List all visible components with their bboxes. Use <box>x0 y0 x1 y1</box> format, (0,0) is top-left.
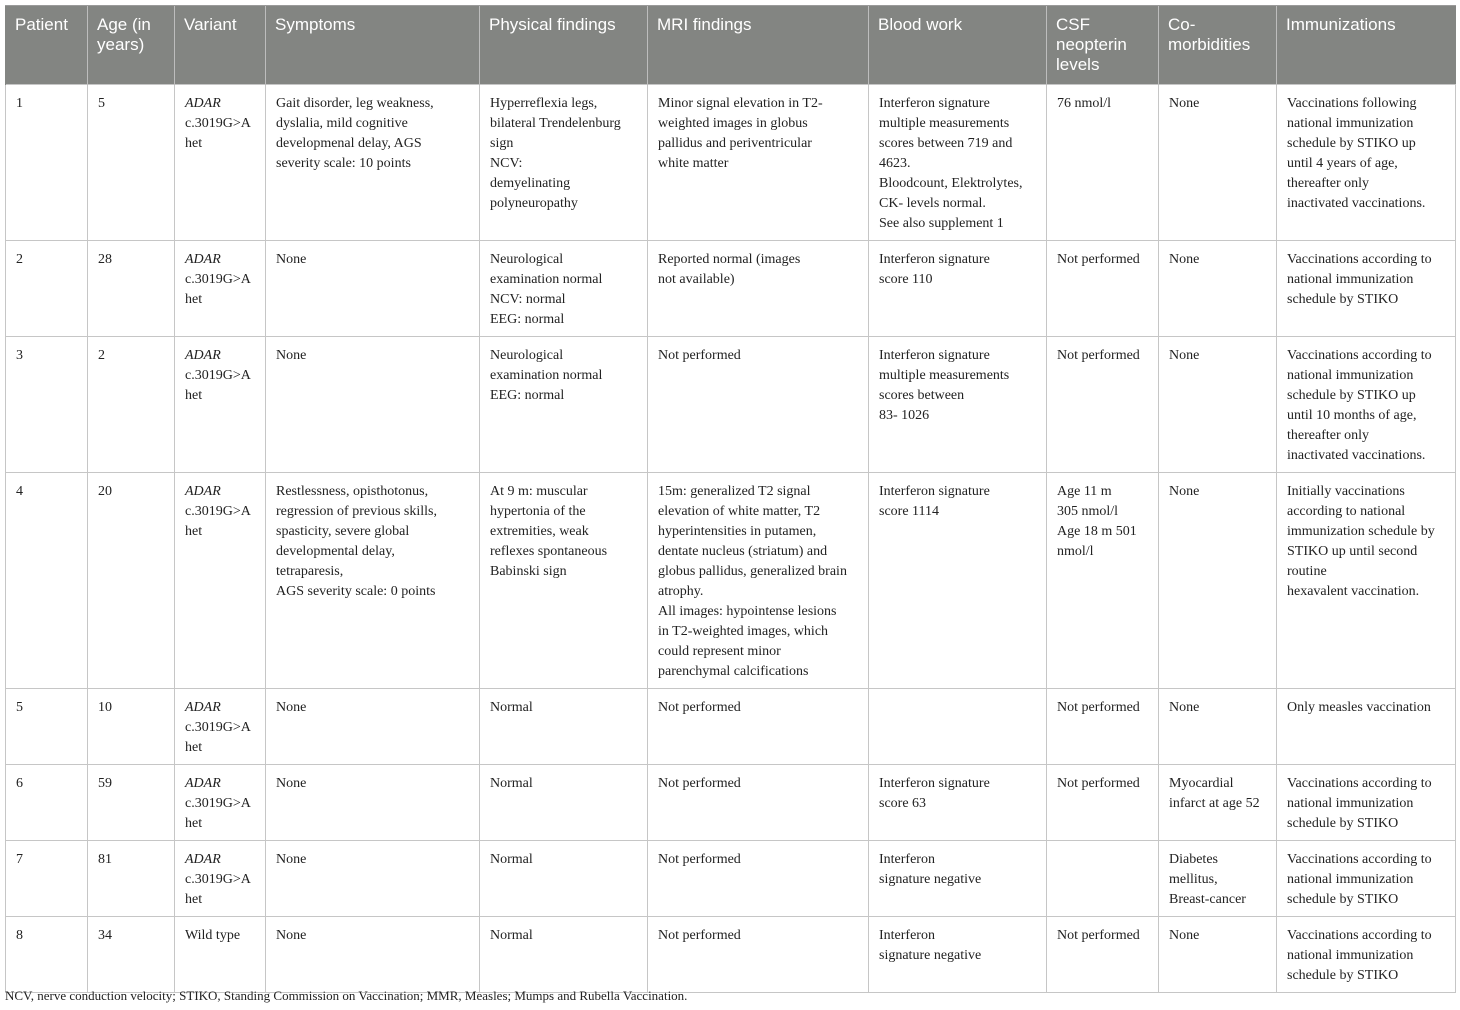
cell-mri <box>648 85 869 241</box>
cell-line: het <box>185 292 203 307</box>
cell-line: Not performed <box>658 700 741 715</box>
cell-mri <box>648 841 869 917</box>
cell-line: schedule by STIKO up <box>1287 136 1416 151</box>
cell-line: Hyperreflexia legs, <box>490 96 598 111</box>
cell-line: hypertonia of the <box>490 504 586 519</box>
cell-variant <box>175 85 266 241</box>
cell-line: immunization schedule by <box>1287 524 1435 539</box>
cell-mri <box>648 689 869 765</box>
cell-value: 1 <box>16 96 23 111</box>
cell-patient <box>6 765 88 841</box>
cell-physical <box>480 841 648 917</box>
cell-line: Vaccinations according to <box>1287 852 1432 867</box>
cell-symptoms <box>266 473 480 689</box>
cell-line: Normal <box>490 852 533 867</box>
cell-patient <box>6 473 88 689</box>
cell-line: Restlessness, opisthotonus, <box>276 484 429 499</box>
cell-immun <box>1277 241 1456 337</box>
header-blood-work: Blood work <box>869 6 1047 85</box>
cell-line: ADAR <box>185 252 221 267</box>
cell-physical <box>480 85 648 241</box>
cell-line: ADAR <box>185 852 221 867</box>
table-row <box>6 337 1456 473</box>
cell-line: developmenal delay, AGS <box>276 136 422 151</box>
cell-line: Interferon signature <box>879 96 990 111</box>
cell-patient <box>6 337 88 473</box>
cell-line: Neurological <box>490 348 564 363</box>
cell-patient <box>6 85 88 241</box>
cell-line: national immunization <box>1287 872 1414 887</box>
table-row <box>6 917 1456 993</box>
cell-line: Vaccinations according to <box>1287 776 1432 791</box>
cell-value: 2 <box>98 348 105 363</box>
cell-age <box>88 337 175 473</box>
cell-immun <box>1277 689 1456 765</box>
cell-line: Minor signal elevation in T2- <box>658 96 823 111</box>
cell-line: reflexes spontaneous <box>490 544 608 559</box>
cell-line: national immunization <box>1287 116 1414 131</box>
cell-line: inactivated vaccinations. <box>1287 196 1426 211</box>
cell-line: None <box>276 348 307 363</box>
cell-line: until 4 years of age, <box>1287 156 1398 171</box>
cell-line: c.3019G>A <box>185 872 251 887</box>
cell-line: Age 18 m 501 <box>1057 524 1137 539</box>
cell-line: elevation of white matter, T2 <box>658 504 821 519</box>
cell-line: Interferon signature <box>879 252 990 267</box>
cell-line: schedule by STIKO <box>1287 816 1399 831</box>
cell-csf <box>1047 473 1159 689</box>
cell-line: 83- 1026 <box>879 408 930 423</box>
cell-line: thereafter only <box>1287 176 1370 191</box>
cell-csf <box>1047 689 1159 765</box>
cell-line: white matter <box>658 156 729 171</box>
header-mri-findings: MRI findings <box>648 6 869 85</box>
cell-line: None <box>1169 348 1200 363</box>
cell-line: c.3019G>A <box>185 272 251 287</box>
cell-value: 81 <box>98 852 112 867</box>
cell-line: pallidus and periventricular <box>658 136 812 151</box>
cell-line: dyslalia, mild cognitive <box>276 116 408 131</box>
cell-line: NCV: <box>490 156 523 171</box>
cell-line: Interferon signature <box>879 776 990 791</box>
cell-line: scores between 719 and <box>879 136 1013 151</box>
cell-mri <box>648 917 869 993</box>
cell-patient <box>6 689 88 765</box>
cell-line: Interferon signature <box>879 484 990 499</box>
cell-line: score 63 <box>879 796 927 811</box>
cell-line: STIKO up until second <box>1287 544 1418 559</box>
cell-line: developmental delay, <box>276 544 395 559</box>
cell-line: infarct at age 52 <box>1169 796 1260 811</box>
cell-line: Myocardial <box>1169 776 1234 791</box>
cell-immun <box>1277 337 1456 473</box>
cell-line: CK- levels normal. <box>879 196 986 211</box>
cell-symptoms <box>266 917 480 993</box>
header-row <box>6 6 1456 85</box>
cell-line: None <box>276 928 307 943</box>
cell-line: Not performed <box>1057 348 1140 363</box>
cell-symptoms <box>266 241 480 337</box>
cell-line: het <box>185 740 203 755</box>
cell-line: inactivated vaccinations. <box>1287 448 1426 463</box>
cell-line: hexavalent vaccination. <box>1287 584 1420 599</box>
cell-blood <box>869 689 1047 765</box>
cell-line: Normal <box>490 928 533 943</box>
cell-line: until 10 months of age, <box>1287 408 1417 423</box>
cell-value: 34 <box>98 928 112 943</box>
cell-physical <box>480 241 648 337</box>
cell-line: Babinski sign <box>490 564 567 579</box>
cell-line: Vaccinations following <box>1287 96 1417 111</box>
cell-line: national immunization <box>1287 272 1414 287</box>
cell-value: 2 <box>16 252 23 267</box>
cell-line: c.3019G>A <box>185 368 251 383</box>
cell-line: c.3019G>A <box>185 720 251 735</box>
cell-blood <box>869 841 1047 917</box>
cell-line: score 1114 <box>879 504 939 519</box>
header-symptoms: Symptoms <box>266 6 480 85</box>
cell-line: See also supplement 1 <box>879 216 1004 231</box>
cell-line: c.3019G>A <box>185 796 251 811</box>
cell-value: 28 <box>98 252 112 267</box>
cell-line: Diabetes <box>1169 852 1218 867</box>
cell-symptoms <box>266 765 480 841</box>
cell-value: 20 <box>98 484 112 499</box>
cell-mri <box>648 765 869 841</box>
table-row <box>6 241 1456 337</box>
cell-line: Not performed <box>658 776 741 791</box>
cell-age <box>88 841 175 917</box>
table-footnote: NCV, nerve conduction velocity; STIKO, Standing Commission on Vaccination; MMR, Measles; Mumps and Rubella Vaccination. <box>5 988 688 1003</box>
cell-line: Wild type <box>185 928 241 943</box>
table-row <box>6 765 1456 841</box>
cell-physical <box>480 765 648 841</box>
cell-value: 7 <box>16 852 23 867</box>
cell-symptoms <box>266 85 480 241</box>
cell-line: signature negative <box>879 948 982 963</box>
cell-line: polyneuropathy <box>490 196 578 211</box>
cell-line: het <box>185 892 203 907</box>
cell-line: Bloodcount, Elektrolytes, <box>879 176 1023 191</box>
cell-line: multiple measurements <box>879 368 1010 383</box>
cell-line: None <box>1169 96 1200 111</box>
cell-line: extremities, weak <box>490 524 589 539</box>
cell-line: het <box>185 136 203 151</box>
cell-value: 5 <box>16 700 23 715</box>
cell-line: ADAR <box>185 348 221 363</box>
cell-line: Breast-cancer <box>1169 892 1246 907</box>
cell-line: globus pallidus, generalized brain <box>658 564 847 579</box>
cell-line: ADAR <box>185 96 221 111</box>
cell-age <box>88 917 175 993</box>
cell-variant <box>175 765 266 841</box>
cell-physical <box>480 473 648 689</box>
cell-line: Not performed <box>658 852 741 867</box>
cell-line: c.3019G>A <box>185 116 251 131</box>
cell-line: None <box>1169 700 1200 715</box>
cell-variant <box>175 689 266 765</box>
cell-line: het <box>185 388 203 403</box>
cell-csf <box>1047 85 1159 241</box>
table-body <box>6 85 1456 993</box>
cell-immun <box>1277 85 1456 241</box>
cell-line: score 110 <box>879 272 933 287</box>
cell-line: At 9 m: muscular <box>490 484 588 499</box>
cell-line: All images: hypointense lesions <box>658 604 837 619</box>
cell-blood <box>869 917 1047 993</box>
cell-line: None <box>1169 928 1200 943</box>
cell-line: Vaccinations according to <box>1287 928 1432 943</box>
cell-physical <box>480 689 648 765</box>
cell-line: spasticity, severe global <box>276 524 410 539</box>
cell-csf <box>1047 241 1159 337</box>
cell-line: Not performed <box>1057 700 1140 715</box>
cell-value: 5 <box>98 96 105 111</box>
cell-line: national immunization <box>1287 948 1414 963</box>
cell-line: Reported normal (images <box>658 252 801 267</box>
table-row <box>6 841 1456 917</box>
cell-line: Age 11 m <box>1057 484 1112 499</box>
cell-line: ADAR <box>185 484 221 499</box>
cell-line: AGS severity scale: 0 points <box>276 584 436 599</box>
cell-line: Not performed <box>1057 776 1140 791</box>
table-row <box>6 689 1456 765</box>
cell-line: EEG: normal <box>490 388 565 403</box>
cell-line: Not performed <box>1057 928 1140 943</box>
cell-line: None <box>1169 484 1200 499</box>
header-patient: Patient <box>6 6 88 85</box>
cell-immun <box>1277 473 1456 689</box>
cell-value: 8 <box>16 928 23 943</box>
cell-line: schedule by STIKO <box>1287 892 1399 907</box>
cell-patient <box>6 241 88 337</box>
cell-patient <box>6 917 88 993</box>
cell-comorb <box>1159 765 1277 841</box>
cell-csf <box>1047 917 1159 993</box>
cell-immun <box>1277 841 1456 917</box>
cell-line: het <box>185 524 203 539</box>
header-csf-neopterin: CSF neopterin levels <box>1047 6 1159 85</box>
cell-blood <box>869 473 1047 689</box>
cell-line: c.3019G>A <box>185 504 251 519</box>
cell-line: Not performed <box>658 928 741 943</box>
header-comorbidities: Co- morbidities <box>1159 6 1277 85</box>
cell-value: 59 <box>98 776 112 791</box>
cell-line: ADAR <box>185 700 221 715</box>
cell-line: multiple measurements <box>879 116 1010 131</box>
cell-line: dentate nucleus (striatum) and <box>658 544 828 559</box>
cell-csf <box>1047 337 1159 473</box>
cell-line: Normal <box>490 700 533 715</box>
cell-blood <box>869 765 1047 841</box>
cell-comorb <box>1159 337 1277 473</box>
cell-line: mellitus, <box>1169 872 1218 887</box>
cell-line: NCV: normal <box>490 292 566 307</box>
cell-line: None <box>276 852 307 867</box>
cell-line: 4623. <box>879 156 911 171</box>
header-physical-findings: Physical findings <box>480 6 648 85</box>
cell-line: scores between <box>879 388 965 403</box>
cell-line: Not performed <box>1057 252 1140 267</box>
cell-immun <box>1277 917 1456 993</box>
cell-line: sign <box>490 136 514 151</box>
cell-variant <box>175 337 266 473</box>
cell-line: in T2-weighted images, which <box>658 624 829 639</box>
cell-value: 6 <box>16 776 23 791</box>
cell-line: demyelinating <box>490 176 571 191</box>
cell-line: examination normal <box>490 272 603 287</box>
cell-line: 15m: generalized T2 signal <box>658 484 811 499</box>
cell-line: None <box>1169 252 1200 267</box>
cell-symptoms <box>266 337 480 473</box>
cell-immun <box>1277 765 1456 841</box>
header-age: Age (in years) <box>88 6 175 85</box>
cell-line: Interferon signature <box>879 348 990 363</box>
cell-line: tetraparesis, <box>276 564 344 579</box>
cell-line: signature negative <box>879 872 982 887</box>
cell-line: Not performed <box>658 348 741 363</box>
cell-variant <box>175 473 266 689</box>
cell-variant <box>175 917 266 993</box>
cell-patient <box>6 841 88 917</box>
cell-line: None <box>276 700 307 715</box>
cell-line: hyperintensities in putamen, <box>658 524 817 539</box>
cell-comorb <box>1159 473 1277 689</box>
cell-line: Only measles vaccination <box>1287 700 1431 715</box>
cell-line: Interferon <box>879 852 935 867</box>
cell-mri <box>648 473 869 689</box>
cell-csf <box>1047 841 1159 917</box>
cell-line: routine <box>1287 564 1327 579</box>
cell-line: not available) <box>658 272 735 287</box>
cell-age <box>88 765 175 841</box>
cell-line: ADAR <box>185 776 221 791</box>
cell-line: examination normal <box>490 368 603 383</box>
cell-line: regression of previous skills, <box>276 504 437 519</box>
cell-mri <box>648 337 869 473</box>
cell-line: Neurological <box>490 252 564 267</box>
cell-comorb <box>1159 241 1277 337</box>
cell-line: according to national <box>1287 504 1406 519</box>
cell-comorb <box>1159 841 1277 917</box>
cell-line: None <box>276 776 307 791</box>
cell-blood <box>869 241 1047 337</box>
cell-line: could represent minor <box>658 644 781 659</box>
cell-line: Initially vaccinations <box>1287 484 1405 499</box>
table-row <box>6 473 1456 689</box>
table-container <box>5 5 1455 993</box>
cell-physical <box>480 337 648 473</box>
cell-line: EEG: normal <box>490 312 565 327</box>
cell-comorb <box>1159 85 1277 241</box>
cell-variant <box>175 841 266 917</box>
cell-line: schedule by STIKO <box>1287 292 1399 307</box>
cell-line: weighted images in globus <box>658 116 808 131</box>
cell-symptoms <box>266 841 480 917</box>
cell-line: national immunization <box>1287 796 1414 811</box>
cell-age <box>88 241 175 337</box>
cell-mri <box>648 241 869 337</box>
cell-line: het <box>185 816 203 831</box>
cell-line: Vaccinations according to <box>1287 252 1432 267</box>
cell-value: 3 <box>16 348 23 363</box>
cell-line: 76 nmol/l <box>1057 96 1112 111</box>
cell-line: Interferon <box>879 928 935 943</box>
cell-line: severity scale: 10 points <box>276 156 411 171</box>
header-variant: Variant <box>175 6 266 85</box>
cell-line: thereafter only <box>1287 428 1370 443</box>
cell-csf <box>1047 765 1159 841</box>
header-immunizations: Immunizations <box>1277 6 1456 85</box>
cell-line: national immunization <box>1287 368 1414 383</box>
cell-age <box>88 85 175 241</box>
cell-value: 4 <box>16 484 23 499</box>
cell-line: Vaccinations according to <box>1287 348 1432 363</box>
cell-value: 10 <box>98 700 112 715</box>
cell-line: Gait disorder, leg weakness, <box>276 96 434 111</box>
cell-line: Normal <box>490 776 533 791</box>
cell-line: None <box>276 252 307 267</box>
cell-blood <box>869 85 1047 241</box>
cell-age <box>88 473 175 689</box>
cell-symptoms <box>266 689 480 765</box>
cell-line: schedule by STIKO <box>1287 968 1399 983</box>
cell-line: 305 nmol/l <box>1057 504 1119 519</box>
cell-line: bilateral Trendelenburg <box>490 116 621 131</box>
cell-comorb <box>1159 689 1277 765</box>
table-row <box>6 85 1456 241</box>
cell-line: nmol/l <box>1057 544 1094 559</box>
cell-physical <box>480 917 648 993</box>
cell-age <box>88 689 175 765</box>
cell-line: schedule by STIKO up <box>1287 388 1416 403</box>
cell-comorb <box>1159 917 1277 993</box>
cell-blood <box>869 337 1047 473</box>
cell-variant <box>175 241 266 337</box>
cell-line: atrophy. <box>658 584 704 599</box>
patient-findings-table <box>5 5 1456 993</box>
cell-line: parenchymal calcifications <box>658 664 809 679</box>
